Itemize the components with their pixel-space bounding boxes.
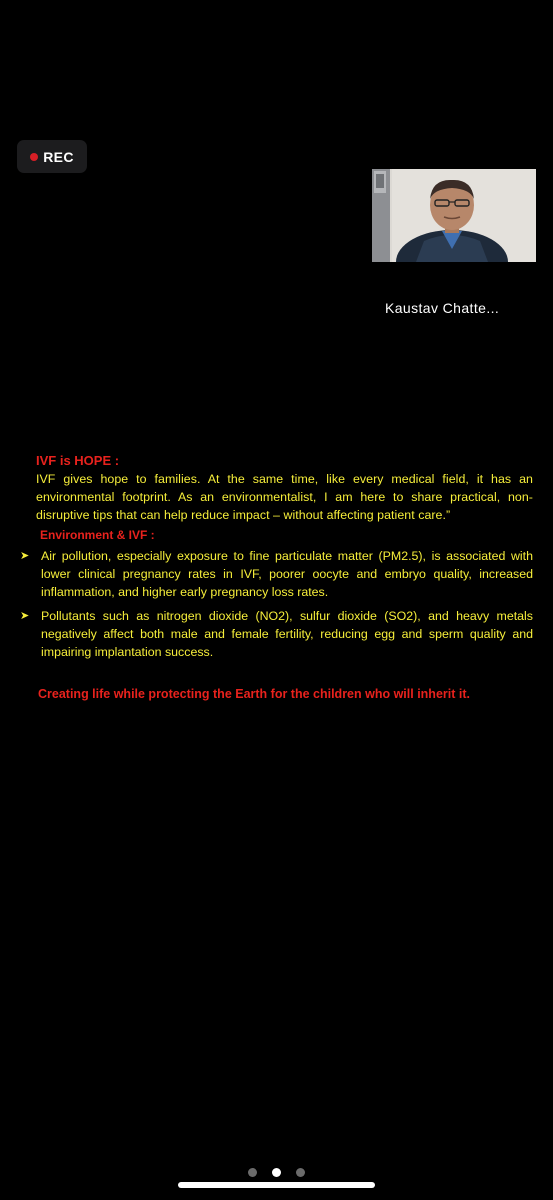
section-heading: Environment & IVF :: [40, 528, 155, 542]
arrowhead-bullet-icon: ➤: [20, 550, 30, 562]
bullet-item: [20, 547, 533, 601]
bullet-item: [20, 607, 533, 661]
slide-heading: IVF is HOPE :: [36, 453, 120, 468]
bullet-text: Air pollution, especially exposure to fine particulate matter (PM2.5), is associated with lower clinical pregnancy rates in IVF, poorer oocyte and embryo quality, increased inflammation, and higher early pregnancy loss rates.: [41, 549, 533, 599]
page-dot-1[interactable]: [248, 1168, 257, 1177]
page-dot-3[interactable]: [296, 1168, 305, 1177]
recording-dot-icon: [30, 153, 38, 161]
participant-video-tile[interactable]: [372, 169, 536, 262]
recording-label: REC: [43, 148, 74, 165]
participant-video-feed: [372, 169, 536, 262]
page-dot-2-active[interactable]: [272, 1168, 281, 1177]
shared-slide: [20, 453, 533, 701]
participant-name-label: Kaustav Chatte...: [385, 300, 500, 316]
slide-closing-line: Creating life while protecting the Earth for the children who will inherit it.: [38, 687, 470, 701]
page-indicator[interactable]: [0, 1168, 553, 1177]
slide-intro-paragraph: IVF gives hope to families. At the same time, like every medical field, it has an environmental footprint. As an environmentalist, I am here to share practical, non-disruptive tips that can help reduce impact – without affecting patient care.”: [36, 472, 533, 522]
bullet-text: Pollutants such as nitrogen dioxide (NO2), sulfur dioxide (SO2), and heavy metals negatively affect both male and female fertility, reducing egg and sperm quality and impairing implantation success.: [41, 609, 533, 659]
arrowhead-bullet-icon: ➤: [20, 610, 30, 622]
recording-indicator[interactable]: [17, 140, 87, 173]
home-indicator[interactable]: [178, 1182, 375, 1188]
bullet-list: [20, 547, 533, 661]
